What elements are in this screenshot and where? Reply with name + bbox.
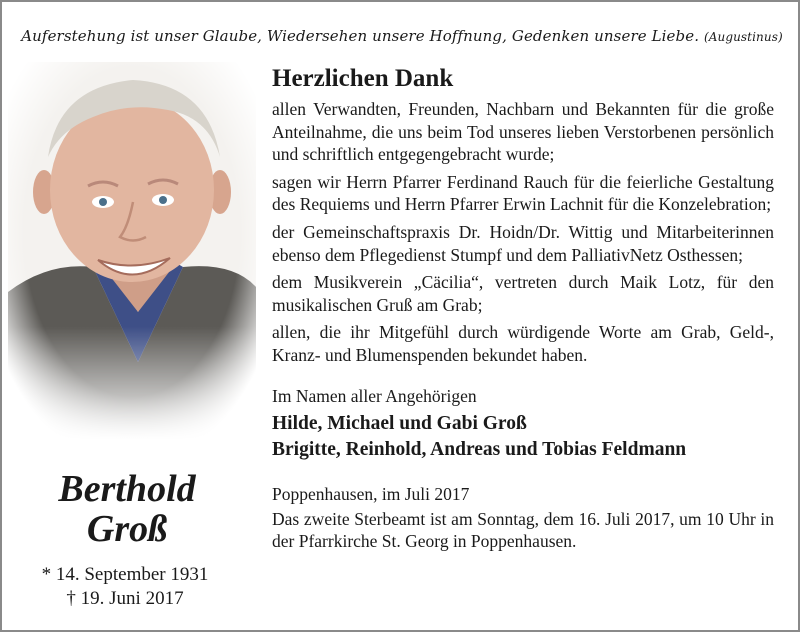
thanks-paragraph: der Gemeinschaftspraxis Dr. Hoidn/Dr. Wittig und Mitarbeiterinnen ebenso dem Pflegedienst Stumpf und dem PalliativNetz Osthessen; <box>272 221 774 265</box>
death-date: † 19. Juni 2017 <box>66 588 184 609</box>
place-and-date: Poppenhausen, im Juli 2017 <box>272 483 470 504</box>
thanks-column <box>272 64 774 553</box>
motto-author: (Augustinus) <box>703 30 783 44</box>
deceased-last-name: Groß <box>86 508 168 550</box>
motto <box>2 27 800 45</box>
motto-text: Auferstehung ist unser Glaube, Wiedersehen unsere Hoffnung, Gedenken unsere Liebe. <box>21 27 700 45</box>
service-note: Das zweite Sterbeamt ist am Sonntag, dem 16. Juli 2017, um 10 Uhr in der Pfarrkirche St. Georg in Poppenhausen. <box>272 508 774 552</box>
birth-date: * 14. September 1931 <box>41 564 209 585</box>
family-names-line: Hilde, Michael und Gabi Groß <box>272 412 527 434</box>
family-names-line: Brigitte, Reinhold, Andreas und Tobias Feldmann <box>272 438 687 460</box>
thanks-paragraph: sagen wir Herrn Pfarrer Ferdinand Rauch für die feierliche Gestaltung des Requiems und Herrn Pfarrer Erwin Lachnit für die Konzelebration; <box>272 171 774 215</box>
thanks-paragraph: allen Verwandten, Freunden, Nachbarn und Bekannten für die große Anteilnahme, die uns beim Tod unseres lieben Verstorbenen persönlich und schriftlich entgegengebracht wurde; <box>272 99 774 165</box>
thanks-paragraph: allen, die ihr Mitgefühl durch würdigende Worte am Grab, Geld-, Kranz- und Blumenspenden bekundet haben. <box>272 322 774 365</box>
thanks-paragraph: dem Musikverein „Cäcilia“, vertreten durch Maik Lotz, für den musikalischen Gruß am Grab; <box>272 272 774 315</box>
thanks-heading: Herzlichen Dank <box>272 65 454 92</box>
signature-intro: Im Namen aller Angehörigen <box>272 385 477 406</box>
deceased-first-name: Berthold <box>58 468 196 510</box>
portrait-photo <box>8 62 256 440</box>
